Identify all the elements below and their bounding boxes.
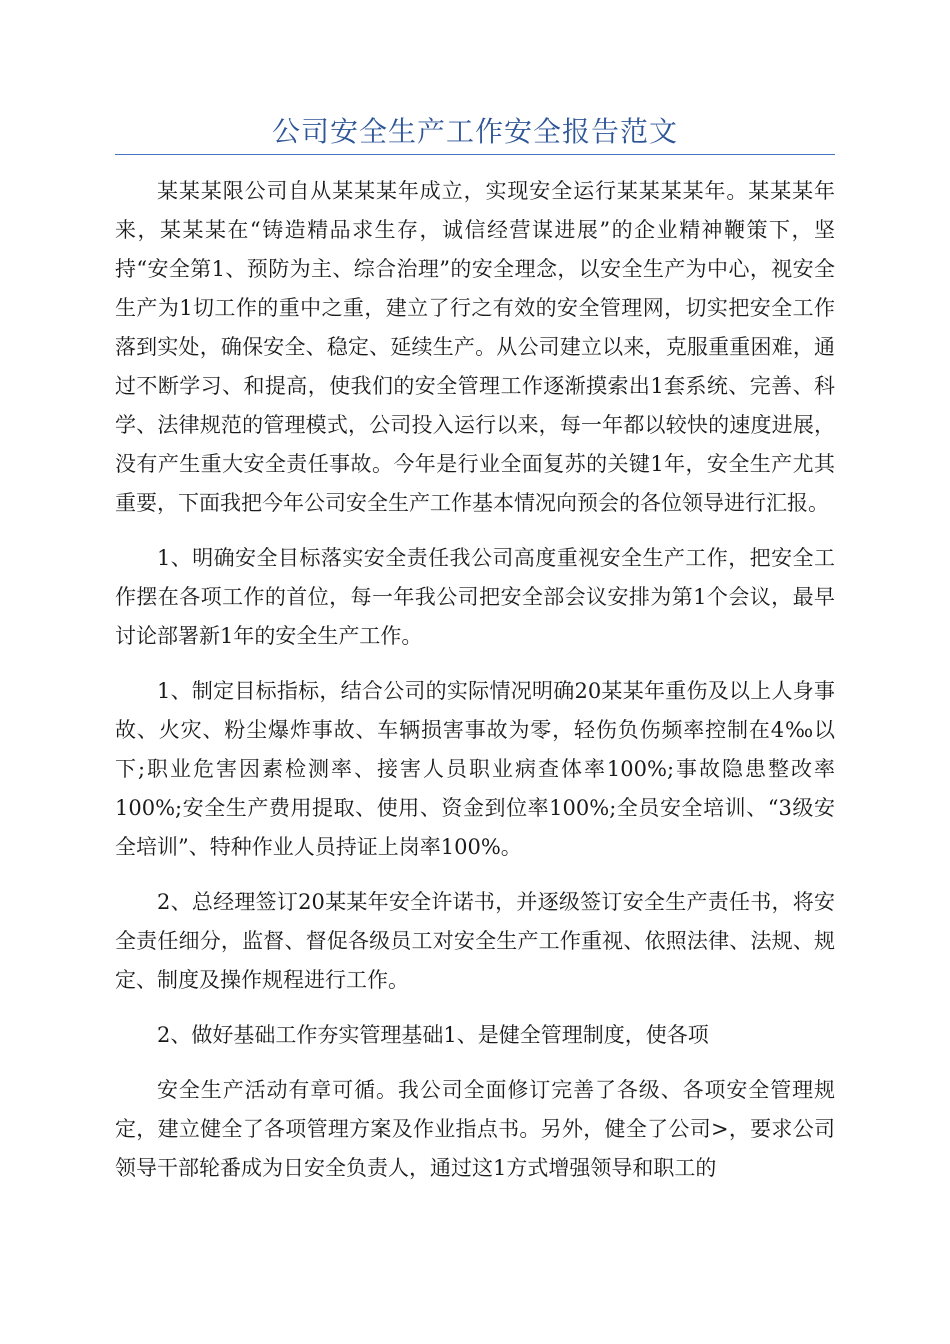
- document-title: 公司安全生产工作安全报告范文: [271, 115, 678, 148]
- paragraph-responsibility-letter: 2、总经理签订20某某年安全许诺书，并逐级签订安全生产责任书，将安全责任细分，监督、督促各级员工对安全生产工作重视、依照法律、法规、规定、制度及操作规程进行工作。: [115, 890, 835, 992]
- paragraph-safety-goals: 1、明确安全目标落实安全责任我公司高度重视安全生产工作，把安全工作摆在各项工作的首位，每一年我公司把安全部会议安排为第1个会议，最早讨论部署新1年的安全生产工作。: [115, 546, 835, 648]
- paragraph-intro: 某某某限公司自从某某某年成立，实现安全运行某某某某年。某某某年来，某某某在“铸造精品求生存，诚信经营谋进展”的企业精神鞭策下，坚持“安全第1、预防为主、综合治理”的安全理念，以安全生产为中心，视安全生产为1切工作的重中之重，建立了行之有效的安全管理网，切实把安全工作落到实处，确保安全、稳定、延续生产。从公司建立以来，克服重重困难，通过不断学习、和提高，使我们的安全管理工作逐渐摸索出1套系统、完善、科学、法律规范的管理模式，公司投入运行以来，每一年都以较快的速度进展，没有产生重大安全责任事故。今年是行业全面复苏的关键1年，安全生产尤其重要，下面我把今年公司安全生产工作基本情况向预会的各位领导进行汇报。: [115, 179, 835, 515]
- document-body: [115, 172, 835, 1188]
- paragraph-regulations: 安全生产活动有章可循。我公司全面修订完善了各级、各项安全管理规定，建立健全了各项管理方案及作业指点书。另外，健全了公司>，要求公司领导干部轮番成为日安全负责人，通过这1方式增强领导和职工的: [115, 1078, 835, 1180]
- paragraph-target-indicators: 1、制定目标指标，结合公司的实际情况明确20某某年重伤及以上人身事故、火灾、粉尘爆炸事故、车辆损害事故为零，轻伤负伤频率控制在4‰以下;职业危害因素检测率、接害人员职业病查体率100%;事故隐患整改率100%;安全生产费用提取、使用、资金到位率100%;全员安全培训、“3级安全培训”、特种作业人员持证上岗率100%。: [115, 679, 835, 859]
- paragraph-basic-work: 2、做好基础工作夯实管理基础1、是健全管理制度，使各项: [157, 1023, 709, 1047]
- title-underline: [115, 154, 835, 155]
